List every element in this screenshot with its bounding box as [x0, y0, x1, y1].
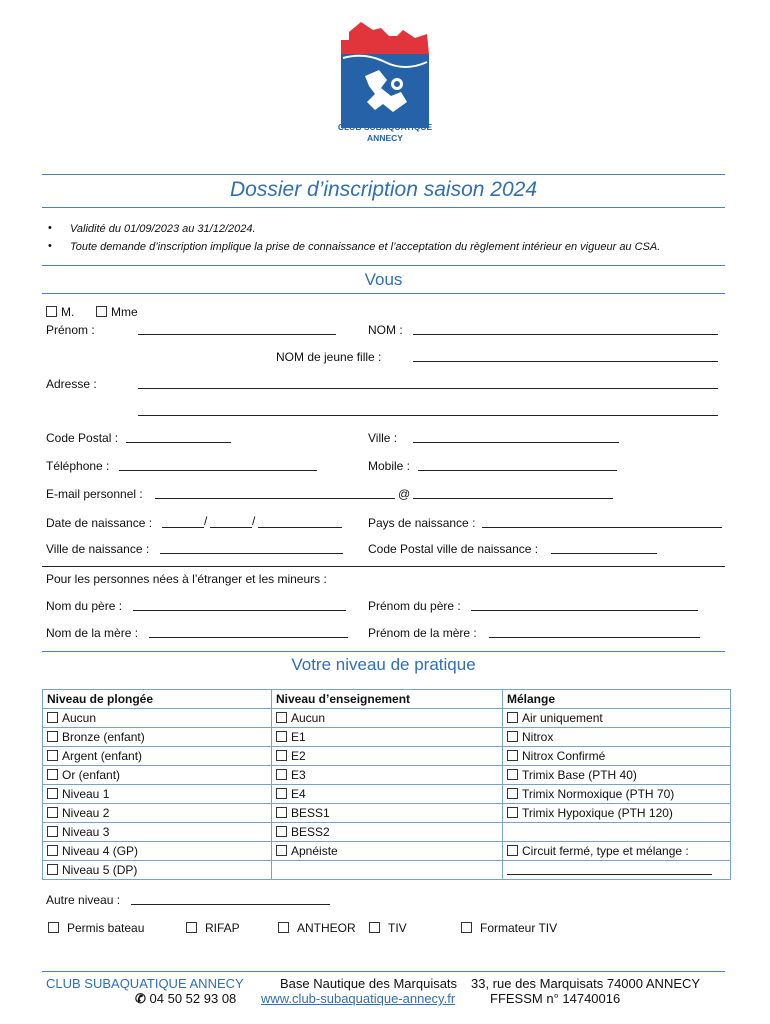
checkbox[interactable]	[47, 826, 58, 837]
option-label: TIV	[388, 921, 407, 935]
table-row	[43, 861, 731, 880]
mobile-field[interactable]	[418, 459, 617, 471]
ville-naissance-field[interactable]	[160, 542, 343, 554]
checkbox[interactable]	[48, 922, 59, 933]
section-title-niveau: Votre niveau de pratique	[291, 655, 476, 674]
table-row	[43, 766, 731, 785]
option-label: Trimix Hypoxique (PTH 120)	[522, 806, 673, 820]
niveau-table	[42, 689, 731, 880]
option-label: Apnéiste	[291, 844, 338, 858]
option-cell[interactable]	[503, 747, 731, 766]
civility-mme[interactable]	[96, 305, 138, 319]
option-label: Permis bateau	[67, 921, 145, 935]
parents-rule	[42, 566, 725, 567]
footer-club-name: CLUB SUBAQUATIQUE ANNECY	[46, 976, 244, 991]
option-cell[interactable]	[43, 709, 272, 728]
date-separator: /	[204, 514, 208, 528]
cp-ville-naissance-field[interactable]	[551, 542, 657, 554]
date-naissance-label: Date de naissance :	[46, 516, 153, 530]
checkbox[interactable]	[47, 750, 58, 761]
footer-ffessm: FFESSM n° 14740016	[490, 991, 621, 1006]
prenom-label: Prénom :	[46, 323, 95, 337]
checkbox[interactable]	[276, 788, 287, 799]
footer-phone-number: 04 50 52 93 08	[149, 991, 237, 1006]
etranger-note: Pour les personnes nées à l’étranger et les mineurs :	[46, 572, 327, 586]
footer-base: Base Nautique des Marquisats	[280, 976, 458, 991]
option-label: Nitrox	[522, 730, 554, 744]
option-label: ANTHEOR	[297, 921, 356, 935]
checkbox[interactable]	[276, 845, 287, 856]
note-bullet: •	[48, 240, 52, 252]
option-label: Niveau 1	[62, 787, 110, 801]
option-label: Aucun	[62, 711, 97, 725]
option-label: E4	[291, 787, 306, 801]
prenom-pere-label: Prénom du père :	[368, 599, 461, 613]
checkbox[interactable]	[47, 807, 58, 818]
option-label: Niveau 5 (DP)	[62, 863, 138, 877]
option-label: Nitrox Confirmé	[522, 749, 606, 763]
checkbox[interactable]	[276, 807, 287, 818]
autre-niveau-field[interactable]	[131, 893, 330, 905]
email-at: @	[398, 487, 411, 501]
option-label: Niveau 3	[62, 825, 110, 839]
checkbox[interactable]	[507, 807, 518, 818]
title-rule-top	[42, 174, 725, 175]
footer-address: 33, rue des Marquisats 74000 ANNECY	[471, 976, 701, 991]
date-day-field[interactable]	[162, 516, 204, 528]
section-rule	[42, 651, 725, 652]
checkbox[interactable]	[369, 922, 380, 933]
ville-field[interactable]	[413, 431, 619, 443]
option-cell[interactable]	[272, 709, 503, 728]
checkbox[interactable]	[47, 788, 58, 799]
checkbox[interactable]	[276, 750, 287, 761]
table-row	[43, 747, 731, 766]
header-niveau-enseignement: Niveau d’enseignement	[272, 690, 503, 709]
option-label: Aucun	[291, 711, 326, 725]
option-label: Trimix Base (PTH 40)	[522, 768, 637, 782]
option-label: BESS2	[291, 825, 330, 839]
date-separator: /	[252, 514, 256, 528]
note-bullet: •	[48, 222, 52, 234]
prenom-pere-field[interactable]	[471, 599, 698, 611]
checkbox[interactable]	[461, 922, 472, 933]
empty-cell	[272, 861, 503, 880]
checkbox[interactable]	[507, 788, 518, 799]
table-header-row	[43, 690, 731, 709]
code-postal-field[interactable]	[126, 431, 231, 443]
nom-pere-field[interactable]	[133, 599, 346, 611]
nom-mere-label: Nom de la mère :	[46, 626, 139, 640]
option-antheor[interactable]	[278, 921, 356, 935]
option-label: Trimix Normoxique (PTH 70)	[522, 787, 675, 801]
nom-mere-field[interactable]	[149, 626, 348, 638]
option-label: E3	[291, 768, 306, 782]
empty-cell	[503, 823, 731, 842]
option-cell[interactable]	[43, 728, 272, 747]
option-cell[interactable]	[503, 785, 731, 804]
table-row	[43, 785, 731, 804]
option-cell[interactable]	[43, 747, 272, 766]
option-label: Bronze (enfant)	[62, 730, 145, 744]
ville-label: Ville :	[368, 431, 398, 445]
checkbox[interactable]	[47, 712, 58, 723]
option-cell[interactable]	[43, 804, 272, 823]
option-label: Or (enfant)	[62, 768, 121, 782]
header-melange: Mélange	[503, 690, 731, 709]
option-cell[interactable]	[43, 842, 272, 861]
table-row	[43, 823, 731, 842]
option-label: Circuit fermé, type et mélange :	[522, 844, 689, 858]
note-reglement: Toute demande d’inscription implique la prise de connaissance et l’acceptation du règlement intérieur en vigueur au CSA.	[70, 241, 661, 253]
checkbox-mme[interactable]	[96, 306, 107, 317]
checkbox[interactable]	[276, 731, 287, 742]
option-cell[interactable]	[272, 747, 503, 766]
phone-icon: ✆	[135, 991, 146, 1006]
ville-naissance-label: Ville de naissance :	[46, 542, 150, 556]
option-label: RIFAP	[205, 921, 240, 935]
pays-naissance-label: Pays de naissance :	[368, 516, 476, 530]
option-label: Formateur TIV	[480, 921, 558, 935]
nom-pere-label: Nom du père :	[46, 599, 123, 613]
prenom-field[interactable]	[138, 323, 336, 335]
header-niveau-plongee: Niveau de plongée	[43, 690, 272, 709]
option-label: Air uniquement	[522, 711, 603, 725]
section-rule	[42, 265, 725, 266]
option-cell[interactable]	[503, 709, 731, 728]
option-cell[interactable]	[272, 785, 503, 804]
checkbox[interactable]	[47, 769, 58, 780]
option-cell[interactable]	[272, 766, 503, 785]
option-rifap[interactable]	[186, 921, 240, 935]
checkbox[interactable]	[507, 845, 518, 856]
checkbox[interactable]	[507, 731, 518, 742]
email-user-field[interactable]	[155, 487, 395, 499]
option-label: Niveau 4 (GP)	[62, 844, 139, 858]
checkbox[interactable]	[507, 750, 518, 761]
checkbox[interactable]	[276, 826, 287, 837]
label-m: M.	[61, 305, 75, 319]
footer-rule	[42, 971, 725, 972]
option-cell[interactable]	[272, 823, 503, 842]
logo-line2: ANNECY	[367, 133, 403, 143]
checkbox[interactable]	[276, 712, 287, 723]
option-cell[interactable]	[43, 861, 272, 880]
nom-jeune-fille-label: NOM de jeune fille :	[276, 350, 382, 364]
option-cell[interactable]	[503, 804, 731, 823]
email-domain-field[interactable]	[413, 487, 613, 499]
section-rule	[42, 293, 725, 294]
option-label: Niveau 2	[62, 806, 110, 820]
option-cell[interactable]	[43, 766, 272, 785]
table-row	[43, 804, 731, 823]
nom-jeune-fille-field[interactable]	[413, 350, 718, 362]
footer-phone	[135, 991, 236, 1007]
mobile-label: Mobile :	[368, 459, 411, 473]
option-label: BESS1	[291, 806, 330, 820]
autre-niveau-label: Autre niveau :	[46, 893, 121, 907]
logo-line1: CLUB SUBAQUATIQUE	[337, 122, 433, 132]
checkbox[interactable]	[278, 922, 289, 933]
label-mme: Mme	[111, 305, 138, 319]
adresse-field-1[interactable]	[138, 377, 718, 389]
checkbox[interactable]	[47, 731, 58, 742]
checkbox[interactable]	[507, 769, 518, 780]
cp-ville-naissance-label: Code Postal ville de naissance :	[368, 542, 539, 556]
option-label: Argent (enfant)	[62, 749, 143, 763]
page-title: Dossier d’inscription saison 2024	[230, 178, 537, 201]
option-cell[interactable]	[272, 804, 503, 823]
nom-label: NOM :	[368, 323, 403, 337]
circuit-ferme-field[interactable]	[507, 863, 712, 875]
section-title-vous: Vous	[364, 270, 403, 289]
checkbox[interactable]	[276, 769, 287, 780]
adresse-label: Adresse :	[46, 377, 97, 391]
option-cell[interactable]	[43, 823, 272, 842]
circuit-ferme-field-cell[interactable]	[503, 861, 731, 880]
table-row	[43, 728, 731, 747]
pays-naissance-field[interactable]	[482, 516, 722, 528]
checkbox-m[interactable]	[46, 306, 57, 317]
option-cell[interactable]	[503, 842, 731, 861]
footer-website-link[interactable]: www.club-subaquatique-annecy.fr	[261, 991, 456, 1006]
option-cell[interactable]	[503, 766, 731, 785]
prenom-mere-label: Prénom de la mère :	[368, 626, 477, 640]
option-cell[interactable]	[272, 842, 503, 861]
checkbox[interactable]	[186, 922, 197, 933]
date-month-field[interactable]	[210, 516, 252, 528]
table-row	[43, 709, 731, 728]
date-year-field[interactable]	[258, 516, 342, 528]
option-cell[interactable]	[43, 785, 272, 804]
code-postal-label: Code Postal :	[46, 431, 119, 445]
telephone-field[interactable]	[119, 459, 317, 471]
checkbox[interactable]	[507, 712, 518, 723]
option-label: E2	[291, 749, 306, 763]
option-label: E1	[291, 730, 306, 744]
option-permis-bateau[interactable]	[48, 921, 144, 935]
civility-m[interactable]	[46, 305, 74, 319]
option-tiv[interactable]	[369, 921, 407, 935]
option-cell[interactable]	[503, 728, 731, 747]
checkbox[interactable]	[47, 864, 58, 875]
option-cell[interactable]	[272, 728, 503, 747]
table-row	[43, 842, 731, 861]
prenom-mere-field[interactable]	[489, 626, 700, 638]
option-formateur-tiv[interactable]	[461, 921, 557, 935]
telephone-label: Téléphone :	[46, 459, 110, 473]
club-logo	[335, 14, 435, 150]
nom-field[interactable]	[413, 323, 718, 335]
checkbox[interactable]	[47, 845, 58, 856]
title-rule-bottom	[42, 207, 725, 208]
email-label: E-mail personnel :	[46, 487, 143, 501]
note-validity: Validité du 01/09/2023 au 31/12/2024.	[70, 223, 256, 235]
adresse-field-2[interactable]	[138, 404, 718, 416]
